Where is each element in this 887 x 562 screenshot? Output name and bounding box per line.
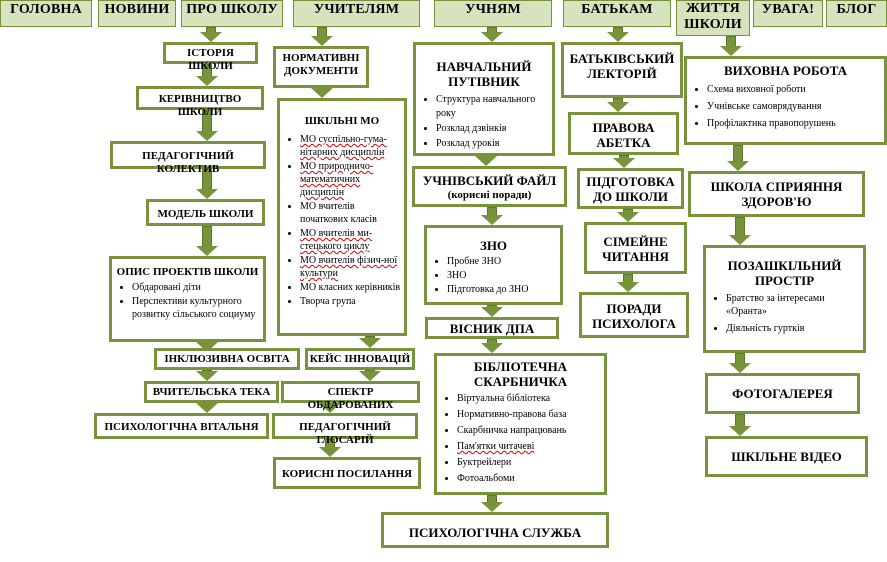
- mo-item-text: МО суспільно-гума-нітарних дисциплін: [300, 134, 387, 158]
- nav-about[interactable]: ПРО ШКОЛУ: [181, 0, 283, 27]
- model-box[interactable]: МОДЕЛЬ ШКОЛИ: [146, 199, 265, 226]
- school-prep-box[interactable]: ПІДГОТОВКА ДО ШКОЛИ: [577, 168, 684, 209]
- zno-title: ЗНО: [479, 238, 508, 253]
- nav-school-life[interactable]: ЖИТТЯ ШКОЛИ: [676, 0, 750, 36]
- connector-arrow: [200, 403, 214, 413]
- connector-arrow: [315, 88, 329, 98]
- list-item[interactable]: • Скарбничка напрацювань: [457, 423, 604, 438]
- connector-arrow: [733, 217, 747, 245]
- gifted-box[interactable]: СПЕКТР ОБДАРОВАНИХ: [281, 381, 420, 403]
- family-reading-box[interactable]: СІМЕЙНЕ ЧИТАННЯ: [584, 222, 687, 274]
- nav-students[interactable]: УЧНЯМ: [434, 0, 552, 27]
- list-item[interactable]: [457, 439, 604, 454]
- connector-arrow: [363, 336, 377, 348]
- inclusive-box[interactable]: ІНКЛЮЗИВНА ОСВІТА: [154, 348, 300, 370]
- connector-arrow: [621, 209, 635, 222]
- list-item[interactable]: • Розклад дзвінків: [436, 122, 552, 136]
- list-item[interactable]: • Діяльність гуртків: [726, 322, 863, 335]
- list-item[interactable]: • Підготовка до ЗНО: [447, 283, 560, 296]
- list-item[interactable]: • Творча група: [300, 295, 404, 308]
- connector-arrow: [611, 27, 625, 42]
- nav-attention[interactable]: УВАГА!: [753, 0, 823, 27]
- list-item[interactable]: • МО вчителів початкових класів: [300, 200, 404, 226]
- innovation-box[interactable]: КЕЙС ІННОВАЦІЙ: [305, 348, 415, 370]
- connector-arrow: [724, 36, 738, 56]
- connector-arrow: [621, 274, 635, 292]
- dpa-box[interactable]: ВІСНИК ДПА: [425, 317, 559, 339]
- health-school-box[interactable]: ШКОЛА СПРИЯННЯ ЗДОРОВ'Ю: [688, 171, 865, 217]
- nav-home[interactable]: ГОЛОВНА: [0, 0, 92, 27]
- nav-blog[interactable]: БЛОГ: [826, 0, 887, 27]
- list-item[interactable]: • Учнівське самоврядування: [707, 99, 884, 115]
- psych-service-box[interactable]: ПСИХОЛОГІЧНА СЛУЖБА: [381, 512, 609, 548]
- list-item[interactable]: [300, 160, 404, 199]
- list-item[interactable]: • Розклад уроків: [436, 137, 552, 151]
- projects-title: ОПИС ПРОЕКТІВ ШКОЛИ: [116, 266, 259, 278]
- connector-arrow: [485, 207, 499, 225]
- connector-arrow: [363, 370, 377, 381]
- list-item[interactable]: • Фотоальбоми: [457, 471, 604, 486]
- study-guide-box[interactable]: [413, 42, 555, 156]
- library-item-text: Пам'ятки читачеві: [457, 441, 535, 452]
- projects-box[interactable]: [109, 256, 266, 342]
- connector-arrow: [200, 370, 214, 381]
- nav-parents[interactable]: БАТЬКАМ: [563, 0, 671, 27]
- glossary-box[interactable]: ПЕДАГОГІЧНИЙ ГЛОСАРІЙ: [272, 413, 418, 439]
- history-box[interactable]: ІСТОРІЯ ШКОЛИ: [163, 42, 258, 64]
- study-guide-title: НАВЧАЛЬНИЙ ПУТІВНИК: [436, 59, 532, 89]
- psych-lounge-box[interactable]: ПСИХОЛОГІЧНА ВІТАЛЬНЯ: [94, 413, 269, 439]
- connector-arrow: [731, 145, 745, 171]
- extracurricular-box[interactable]: [703, 245, 866, 353]
- connector-arrow: [485, 495, 499, 512]
- normative-docs-box[interactable]: НОРМАТИВНІ ДОКУМЕНТИ: [273, 46, 369, 88]
- connector-arrow: [733, 353, 747, 373]
- student-file-subtitle: (корисні поради): [447, 189, 532, 201]
- connector-arrow: [617, 155, 631, 168]
- list-item[interactable]: • Обдаровані діти: [132, 281, 263, 294]
- list-item[interactable]: • Нормативно-правова база: [457, 407, 604, 422]
- useful-links-box[interactable]: КОРИСНІ ПОСИЛАННЯ: [273, 457, 421, 489]
- list-item[interactable]: • Віртуальна бібліотека: [457, 391, 604, 406]
- library-title: БІБЛІОТЕЧНА СКАРБНИЧКА: [473, 359, 568, 389]
- school-mo-box[interactable]: [277, 98, 407, 336]
- management-box[interactable]: КЕРІВНИЦТВО ШКОЛИ: [136, 86, 264, 110]
- connector-arrow: [733, 414, 747, 436]
- connector-arrow: [315, 27, 329, 46]
- list-item[interactable]: [300, 133, 404, 159]
- school-video-box[interactable]: ШКІЛЬНЕ ВІДЕО: [705, 436, 868, 477]
- list-item[interactable]: • ЗНО: [447, 269, 560, 282]
- connector-arrow: [204, 27, 218, 42]
- mo-item-text: МО вчителів ми-стецького циклу: [300, 228, 373, 252]
- list-item[interactable]: • МО класних керівників: [300, 281, 404, 294]
- connector-arrow: [485, 305, 499, 317]
- list-item[interactable]: [300, 254, 404, 280]
- staff-box[interactable]: ПЕДАГОГІЧНИЙ КОЛЕКТИВ: [110, 141, 266, 169]
- school-mo-title: ШКІЛЬНІ МО: [304, 115, 380, 127]
- library-box[interactable]: [434, 353, 607, 495]
- connector-arrow: [485, 27, 499, 42]
- list-item[interactable]: • Братство за інтересами «Оранта»: [726, 292, 863, 318]
- list-item[interactable]: • Структура навчального року: [436, 93, 552, 121]
- list-item[interactable]: • Буктрейлери: [457, 455, 604, 470]
- legal-abc-box[interactable]: ПРАВОВА АБЕТКА: [568, 112, 679, 155]
- upbringing-box[interactable]: [684, 56, 887, 145]
- list-item[interactable]: • Схема виховної роботи: [707, 82, 884, 98]
- connector-arrow: [611, 98, 625, 112]
- connector-arrow: [485, 339, 499, 353]
- mo-item-text: МО вчителів фізич-ної культури: [300, 255, 398, 279]
- list-item[interactable]: • Пробне ЗНО: [447, 255, 560, 268]
- list-item[interactable]: [300, 227, 404, 253]
- upbringing-title: ВИХОВНА РОБОТА: [723, 63, 848, 78]
- list-item[interactable]: • Перспективи культурного розвитку сільського социуму: [132, 295, 263, 321]
- student-file-box[interactable]: [412, 166, 567, 207]
- connector-arrow: [479, 156, 493, 166]
- psych-tips-box[interactable]: ПОРАДИ ПСИХОЛОГА: [579, 292, 689, 338]
- list-item[interactable]: • Профілактика правопорушень: [707, 116, 884, 132]
- parent-lecture-box[interactable]: БАТЬКІВСЬКИЙ ЛЕКТОРІЙ: [561, 42, 683, 98]
- teacher-folder-box[interactable]: ВЧИТЕЛЬСЬКА ТЕКА: [144, 381, 279, 403]
- nav-news[interactable]: НОВИНИ: [98, 0, 176, 27]
- connector-arrow: [200, 226, 214, 256]
- extracurricular-title: ПОЗАШКІЛЬНИЙ ПРОСТІР: [727, 258, 842, 288]
- gallery-box[interactable]: ФОТОГАЛЕРЕЯ: [705, 373, 860, 414]
- mo-item-text: МО природничо-математичних дисциплін: [300, 161, 374, 198]
- zno-box[interactable]: [424, 225, 563, 305]
- student-file-title: УЧНІВСЬКИЙ ФАЙЛ: [422, 173, 557, 188]
- nav-teachers[interactable]: УЧИТЕЛЯМ: [293, 0, 420, 27]
